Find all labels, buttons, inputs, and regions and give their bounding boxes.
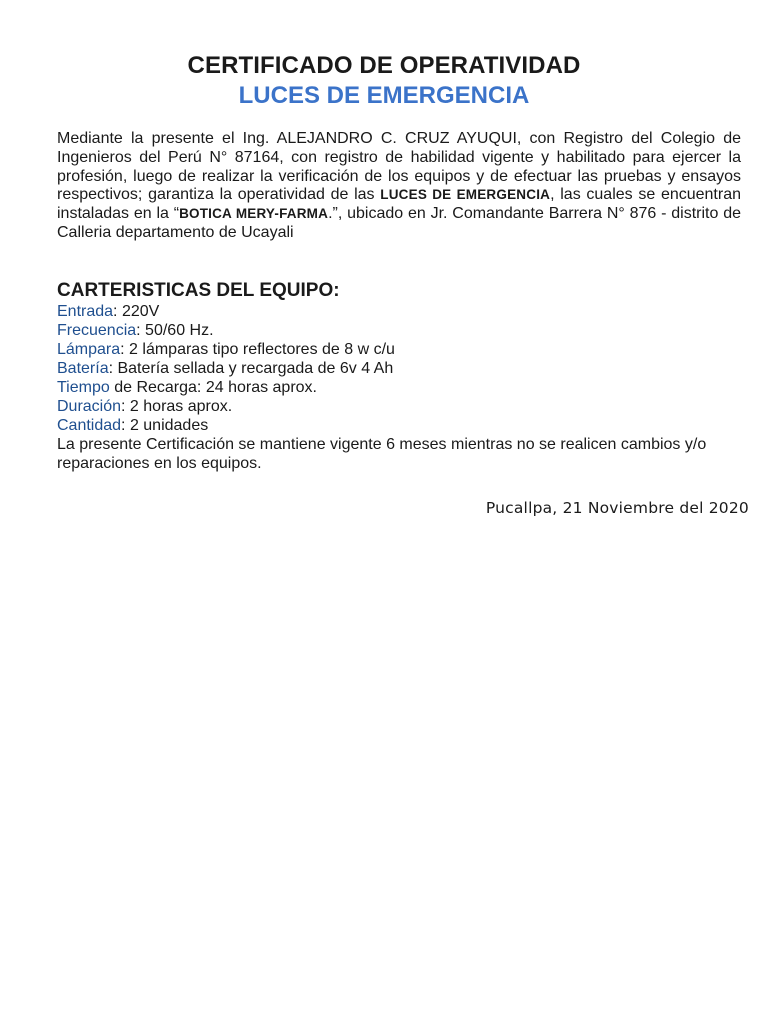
spec-value: : 2 horas aprox. [121,398,233,415]
intro-paragraph [57,130,741,243]
place-date-line: Pucallpa, 21 Noviembre del 2020 [485,499,749,517]
spec-value: : 2 lámparas tipo reflectores de 8 w c/u [120,341,395,358]
equipment-heading: CARTERISTICAS DEL EQUIPO: [57,280,340,301]
spec-value: : 2 unidades [121,417,209,434]
spec-value: : 50/60 Hz. [136,322,214,339]
spec-label: Duración [57,398,122,415]
spec-item-cantidad [57,416,741,435]
spec-item-lampara [57,340,741,359]
intro-text-2: , las cuales se encuentran instaladas en la “ [57,186,741,223]
spec-item-duracion [57,397,741,416]
spec-item-tiempo [57,378,741,397]
spec-value: : 220V [113,303,160,320]
certificate-subtitle: LUCES DE EMERGENCIA [238,82,530,109]
spec-item-frecuencia [57,321,741,340]
spec-label: Lámpara [57,341,121,358]
spec-label: Frecuencia [57,322,137,339]
equipment-specs-list [57,302,741,435]
intro-text-3: .”, ubicado en Jr. Comandante Barrera N° 876 - distrito de Calleria departamento de Ucayali [57,205,741,241]
intro-highlight-business: BOTICA MERY-FARMA [179,206,329,222]
intro-highlight-lights: LUCES DE EMERGENCIA [380,187,551,203]
spec-value: de Recarga: 24 horas aprox. [109,379,317,396]
spec-label: Cantidad [57,417,122,434]
spec-item-bateria [57,359,741,378]
spec-value: : Batería sellada y recargada de 6v 4 Ah [108,360,394,377]
certificate-title: CERTIFICADO DE OPERATIVIDAD [187,52,581,79]
intro-text-1: Mediante la presente el Ing. ALEJANDRO C. CRUZ AYUQUI, con Registro del Colegio de Ingenieros del Perú N° 87164, con registro de habilidad vigente y habilitado para ejercer la profesión, luego de realizar la verificación de los equipos y de efectuar las pruebas y ensayos respectivos; garantiza la operatividad de las [57,130,741,204]
spec-label: Tiempo [57,379,110,396]
spec-label: Batería [57,360,109,377]
closing-paragraph: La presente Certificación se mantiene vigente 6 meses mientras no se realicen cambios y/o reparaciones en los equipos. [57,436,707,472]
spec-label: Entrada [57,303,114,320]
spec-item-entrada [57,302,741,321]
